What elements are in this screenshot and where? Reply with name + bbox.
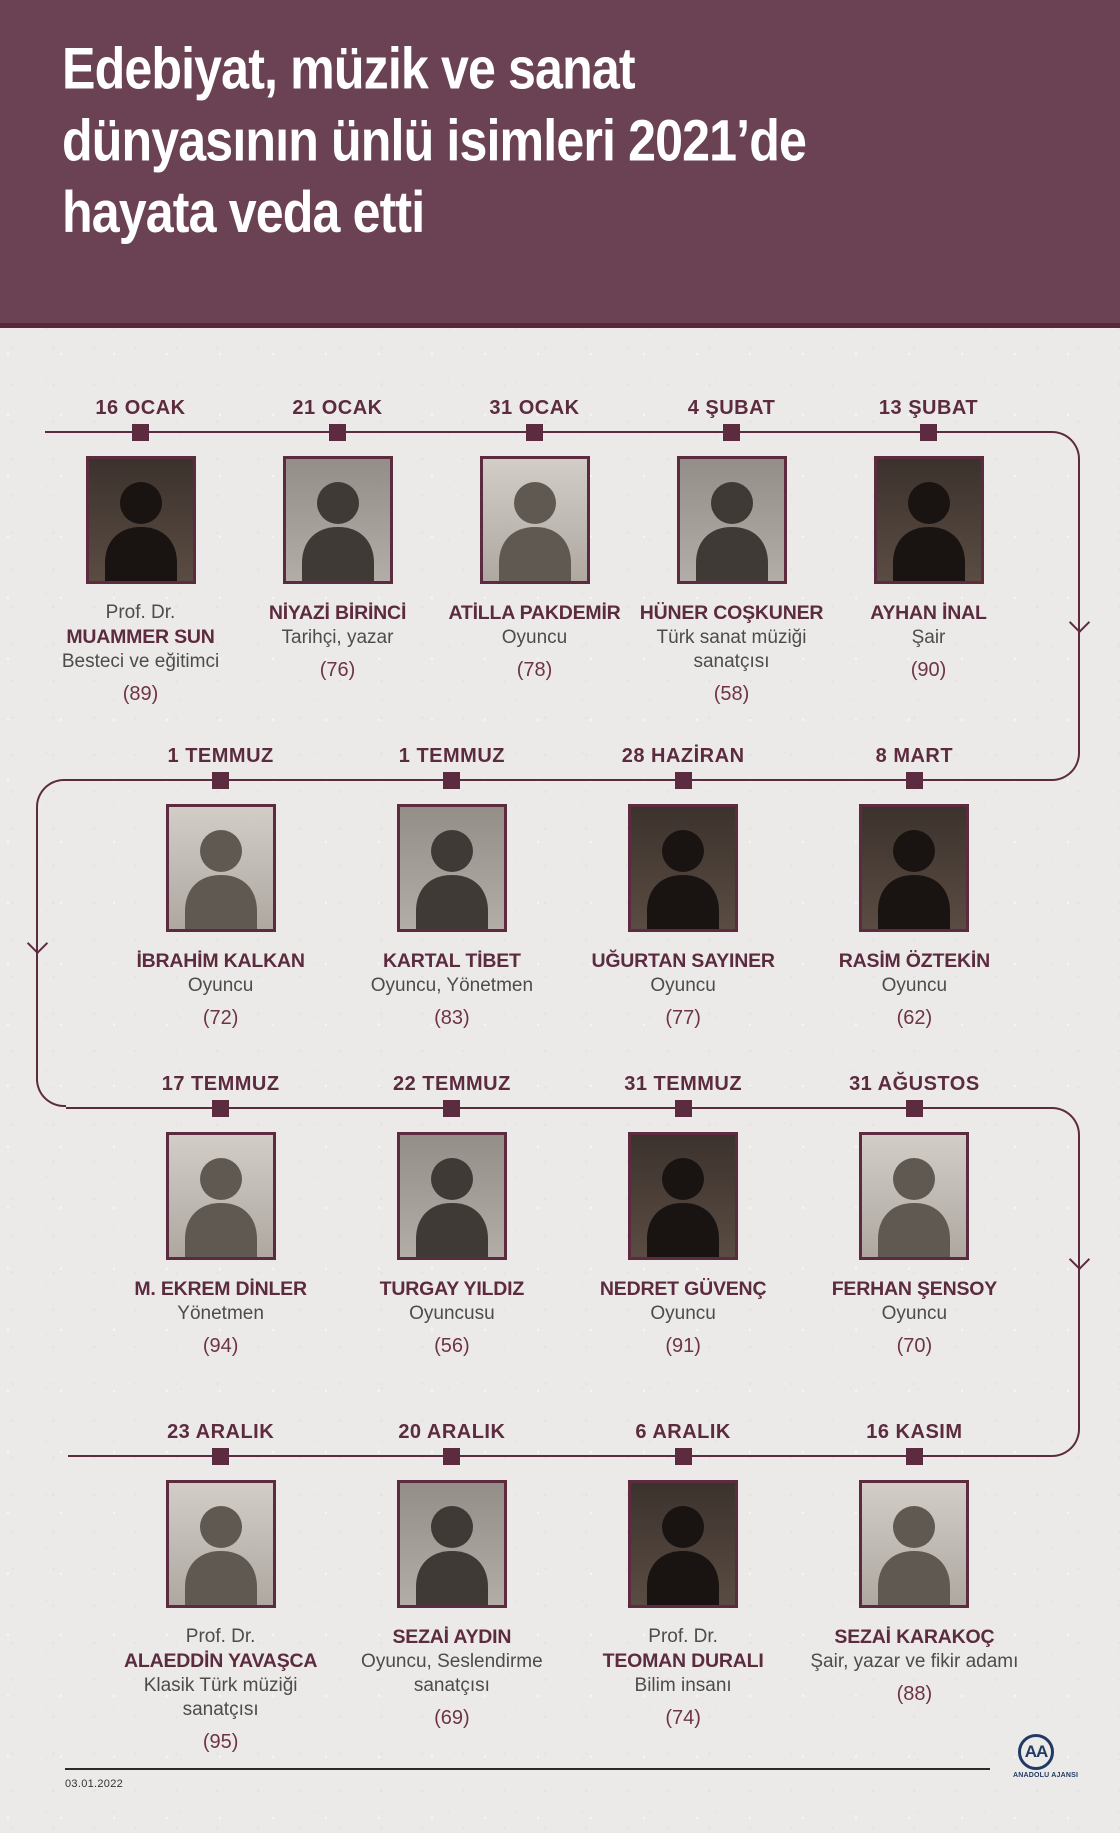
timeline-row-1	[42, 395, 1027, 706]
title-line-1: Edebiyat, müzik ve sanat	[62, 36, 635, 102]
person-silhouette-icon	[877, 465, 981, 581]
marker-row	[212, 1097, 229, 1119]
portrait-photo	[283, 456, 393, 584]
timeline-marker	[212, 1100, 229, 1117]
timeline-corner-bottom-left-2	[36, 1077, 66, 1107]
timeline-corner-top-right-1	[1050, 431, 1080, 461]
person-age: (70)	[896, 1335, 933, 1358]
person-title-prefix: Prof. Dr.	[185, 1626, 256, 1647]
person-card	[105, 1419, 336, 1754]
person-role: Oyuncu, Seslendirme sanatçısı	[361, 1651, 543, 1697]
portrait-photo	[874, 456, 984, 584]
anadolu-agency-logo	[1013, 1734, 1079, 1779]
person-age: (72)	[202, 1007, 239, 1030]
person-name: AYHAN İNAL	[870, 602, 987, 624]
timeline-date: 16 OCAK	[95, 397, 186, 419]
person-age: (69)	[434, 1706, 470, 1729]
marker-row	[443, 1445, 460, 1467]
person-age: (74)	[665, 1706, 701, 1729]
person-card	[239, 395, 436, 706]
person-card	[105, 1071, 336, 1358]
person-role: Şair, yazar ve fikir adamı	[810, 1651, 1019, 1673]
timeline-corner-top-left-2	[36, 779, 66, 809]
marker-row	[212, 769, 229, 791]
timeline-corner-top-right-3	[1050, 1107, 1080, 1137]
person-name: TURGAY YILDIZ	[379, 1278, 525, 1300]
marker-row	[723, 421, 740, 443]
timeline-date: 31 AĞUSTOS	[849, 1073, 980, 1095]
timeline-date: 21 OCAK	[292, 397, 383, 419]
person-caption	[136, 949, 304, 1030]
marker-row	[675, 769, 692, 791]
marker-row	[212, 1445, 229, 1467]
timeline-row-3	[105, 1071, 1030, 1358]
person-name: FERHAN ŞENSOY	[831, 1278, 998, 1300]
person-age: (83)	[434, 1007, 470, 1030]
title-line-2: dünyasının ünlü isimleri 2021’de	[62, 107, 806, 174]
title-line-3: hayata veda etti	[62, 179, 425, 246]
timeline-date: 1 TEMMUZ	[398, 745, 505, 767]
marker-row	[132, 421, 149, 443]
timeline-date: 23 ARALIK	[167, 1421, 275, 1443]
person-silhouette-icon	[483, 465, 587, 581]
person-title-prefix: Prof. Dr.	[648, 1626, 718, 1647]
person-age: (58)	[713, 682, 750, 705]
aa-logo-icon	[1018, 1734, 1054, 1770]
person-card	[436, 395, 633, 706]
timeline-marker	[906, 1448, 923, 1465]
timeline-date: 31 TEMMUZ	[624, 1073, 743, 1095]
marker-row	[675, 1445, 692, 1467]
person-role: Oyuncu	[881, 1303, 948, 1325]
timeline-corner-bottom-right-3	[1050, 1427, 1080, 1457]
marker-row	[443, 769, 460, 791]
portrait-photo	[628, 804, 738, 932]
person-role: Oyuncu	[650, 975, 716, 997]
marker-row	[906, 1445, 923, 1467]
person-card	[336, 1419, 567, 1754]
timeline-vertical-right-3	[1078, 1135, 1080, 1429]
person-age: (89)	[122, 682, 159, 705]
person-caption	[108, 1625, 333, 1754]
person-card	[105, 743, 336, 1030]
page-title	[62, 34, 995, 249]
portrait-photo	[677, 456, 787, 584]
person-name: SEZAİ AYDIN	[392, 1626, 512, 1648]
timeline-marker	[675, 772, 692, 789]
timeline-date: 22 TEMMUZ	[392, 1073, 511, 1095]
timeline-marker	[920, 424, 937, 441]
person-caption	[600, 1277, 766, 1358]
person-silhouette-icon	[169, 813, 273, 929]
portrait-photo	[166, 1132, 276, 1260]
portrait-photo	[859, 1132, 969, 1260]
person-card	[799, 1071, 1030, 1358]
person-caption	[810, 1625, 1018, 1706]
person-name: NİYAZİ BİRİNCİ	[268, 602, 407, 624]
person-role: Yönetmen	[177, 1303, 264, 1325]
timeline-vertical-right-1	[1078, 459, 1080, 753]
portrait-photo	[859, 804, 969, 932]
portrait-photo	[628, 1132, 738, 1260]
person-card	[633, 395, 830, 706]
timeline-date: 6 ARALIK	[635, 1421, 731, 1443]
timeline-date: 20 ARALIK	[398, 1421, 506, 1443]
marker-row	[920, 421, 937, 443]
person-card	[568, 1071, 799, 1358]
publish-date: 03.01.2022	[65, 1778, 124, 1790]
person-card	[799, 1419, 1030, 1754]
person-silhouette-icon	[89, 465, 193, 581]
timeline-date: 1 TEMMUZ	[167, 745, 274, 767]
person-role: Oyuncu	[881, 975, 948, 997]
person-card	[568, 743, 799, 1030]
person-caption	[870, 601, 986, 682]
timeline-marker	[443, 1100, 460, 1117]
timeline-marker	[906, 772, 923, 789]
marker-row	[906, 1097, 923, 1119]
person-caption	[832, 1277, 997, 1358]
person-name: MUAMMER SUN	[66, 625, 215, 648]
person-age: (62)	[896, 1007, 933, 1030]
timeline-marker	[329, 424, 346, 441]
portrait-photo	[859, 1480, 969, 1608]
person-card	[799, 743, 1030, 1030]
timeline-corner-bottom-right-1	[1050, 751, 1080, 781]
timeline-date: 31 OCAK	[489, 397, 580, 419]
person-role: Oyuncu	[501, 627, 568, 649]
timeline-date: 8 MART	[875, 745, 954, 767]
person-age: (94)	[202, 1335, 239, 1358]
timeline-row-4	[105, 1419, 1030, 1754]
aa-logo-initials: AA	[1024, 1742, 1048, 1761]
portrait-photo	[480, 456, 590, 584]
person-name: ALAEDDİN YAVAŞCA	[123, 1649, 318, 1672]
person-caption	[448, 601, 620, 682]
timeline-marker	[443, 772, 460, 789]
person-role: Oyuncu	[650, 1303, 716, 1325]
person-role: Oyuncu, Yönetmen	[370, 975, 534, 997]
person-caption	[591, 949, 774, 1030]
arrow-down-icon	[1069, 1249, 1090, 1270]
person-name: UĞURTAN SAYINER	[591, 950, 775, 972]
person-name: TEOMAN DURALI	[602, 1649, 764, 1672]
person-role: Tarihçi, yazar	[281, 627, 394, 649]
timeline-marker	[675, 1448, 692, 1465]
person-card	[42, 395, 239, 706]
portrait-photo	[397, 1480, 507, 1608]
timeline-marker	[906, 1100, 923, 1117]
portrait-photo	[397, 804, 507, 932]
person-age: (90)	[910, 659, 947, 682]
person-caption	[603, 1625, 764, 1730]
person-card	[336, 1071, 567, 1358]
person-silhouette-icon	[631, 1489, 735, 1605]
footer-rule	[65, 1768, 990, 1770]
timeline-date: 28 HAZİRAN	[621, 745, 745, 767]
portrait-photo	[86, 456, 196, 584]
person-age: (56)	[434, 1335, 470, 1358]
person-silhouette-icon	[400, 1489, 504, 1605]
arrow-down-icon	[27, 933, 48, 954]
timeline-marker	[212, 1448, 229, 1465]
person-title-prefix: Prof. Dr.	[105, 602, 176, 623]
person-caption	[134, 1277, 307, 1358]
timeline-marker	[526, 424, 543, 441]
person-age: (88)	[896, 1683, 933, 1706]
portrait-photo	[166, 1480, 276, 1608]
person-silhouette-icon	[631, 813, 735, 929]
person-age: (76)	[319, 659, 356, 682]
person-role: Bilim insanı	[634, 1675, 732, 1697]
portrait-photo	[166, 804, 276, 932]
person-name: İBRAHİM KALKAN	[136, 950, 305, 972]
timeline-marker	[443, 1448, 460, 1465]
person-role: Besteci ve eğitimci	[61, 651, 220, 673]
person-name: RASİM ÖZTEKİN	[838, 950, 990, 972]
person-name: NEDRET GÜVENÇ	[599, 1278, 767, 1300]
person-name: SEZAİ KARAKOÇ	[834, 1626, 995, 1648]
person-role: Klasik Türk müziği sanatçısı	[143, 1675, 298, 1720]
agency-name: ANADOLU AJANSI	[1013, 1772, 1079, 1779]
person-caption	[839, 949, 990, 1030]
person-card	[336, 743, 567, 1030]
arrow-down-icon	[1069, 612, 1090, 633]
person-name: KARTAL TİBET	[383, 950, 521, 972]
person-name: ATİLLA PAKDEMİR	[448, 602, 621, 624]
person-age: (77)	[665, 1007, 701, 1030]
person-caption	[371, 949, 533, 1030]
person-silhouette-icon	[680, 465, 784, 581]
person-silhouette-icon	[400, 813, 504, 929]
timeline-date: 16 KASIM	[866, 1421, 963, 1443]
person-caption	[633, 601, 830, 706]
timeline-marker	[132, 424, 149, 441]
person-silhouette-icon	[862, 1489, 966, 1605]
person-name: HÜNER COŞKUNER	[639, 602, 824, 624]
person-card	[568, 1419, 799, 1754]
person-name: M. EKREM DİNLER	[134, 1278, 307, 1300]
timeline-marker	[212, 772, 229, 789]
person-silhouette-icon	[862, 1141, 966, 1257]
marker-row	[675, 1097, 692, 1119]
person-role: Oyuncusu	[409, 1303, 495, 1325]
person-caption	[62, 601, 219, 706]
person-age: (91)	[665, 1335, 701, 1358]
person-silhouette-icon	[169, 1489, 273, 1605]
header-banner	[0, 0, 1120, 328]
person-caption	[380, 1277, 524, 1358]
person-age: (78)	[516, 659, 553, 682]
person-caption	[269, 601, 406, 682]
person-silhouette-icon	[862, 813, 966, 929]
person-card	[830, 395, 1027, 706]
person-caption	[339, 1625, 564, 1730]
timeline-marker	[675, 1100, 692, 1117]
timeline-marker	[723, 424, 740, 441]
marker-row	[443, 1097, 460, 1119]
person-role: Şair	[911, 627, 946, 649]
person-role: Oyuncu	[187, 975, 254, 997]
marker-row	[906, 769, 923, 791]
timeline-row-2	[105, 743, 1030, 1030]
person-silhouette-icon	[631, 1141, 735, 1257]
timeline-date: 13 ŞUBAT	[878, 397, 979, 419]
marker-row	[329, 421, 346, 443]
person-role: Türk sanat müziği sanatçısı	[656, 627, 807, 673]
timeline-date: 17 TEMMUZ	[161, 1073, 280, 1095]
timeline-date: 4 ŞUBAT	[687, 397, 776, 419]
person-silhouette-icon	[286, 465, 390, 581]
person-silhouette-icon	[400, 1141, 504, 1257]
person-silhouette-icon	[169, 1141, 273, 1257]
person-age: (95)	[202, 1730, 239, 1753]
marker-row	[526, 421, 543, 443]
portrait-photo	[628, 1480, 738, 1608]
portrait-photo	[397, 1132, 507, 1260]
